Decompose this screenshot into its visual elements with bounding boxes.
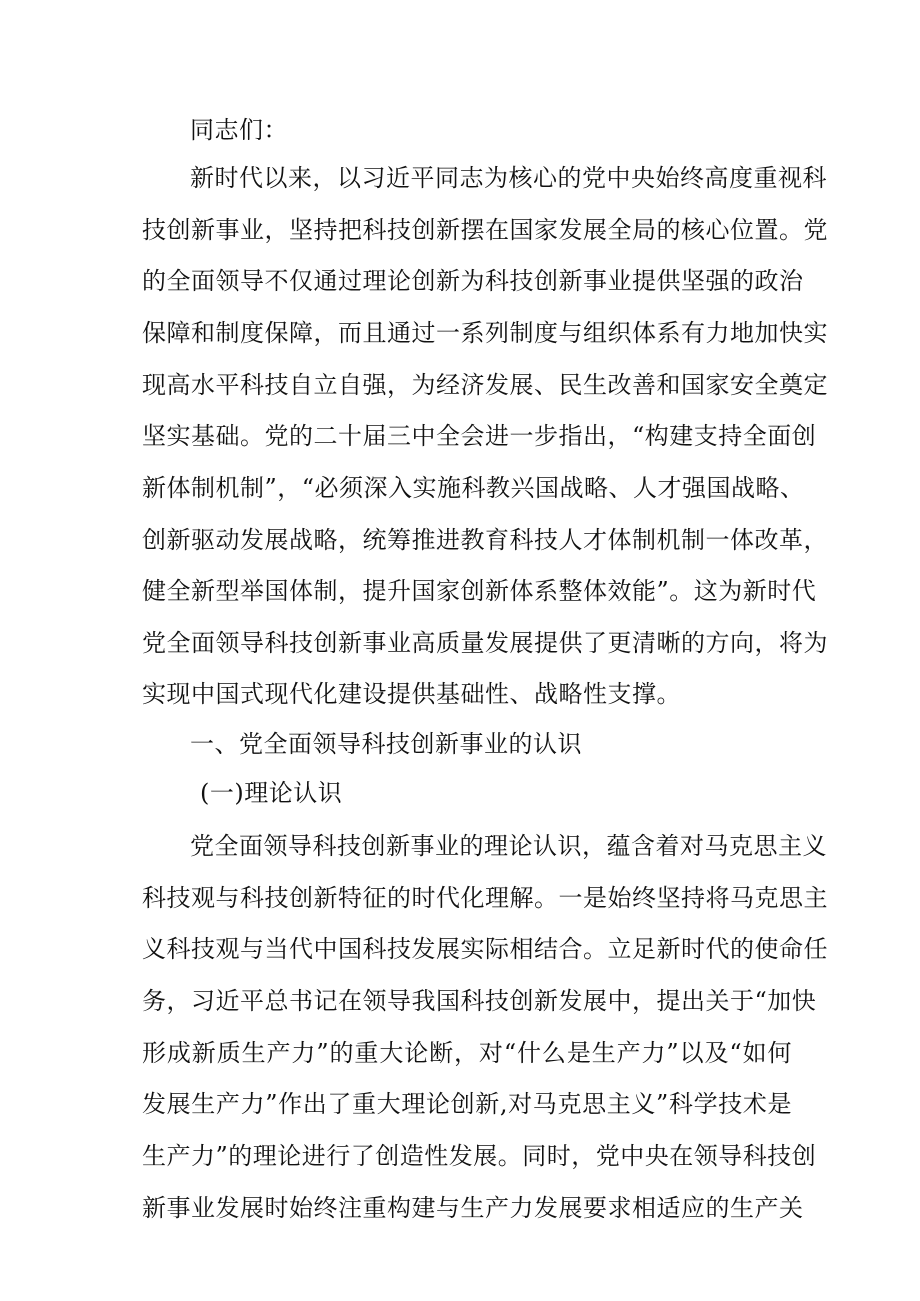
intro-line-1: 新时代以来，以习近平同志为核心的党中央始终高度重视科: [190, 164, 827, 192]
body-line-5: 形成新质生产力”的重大论断，对“什么是生产力”以及“如何: [142, 1039, 792, 1067]
subsection-heading: (一)理论认识: [200, 779, 343, 807]
section-heading: 一、党全面领导科技创新事业的认识: [190, 730, 582, 758]
intro-line-6: 坚实基础。党的二十届三中全会进一步指出，“构建支持全面创: [142, 422, 817, 450]
intro-line-3: 的全面领导不仅通过理论创新为科技创新事业提供坚强的政治: [142, 267, 804, 295]
body-line-8: 新事业发展时始终注重构建与生产力发展要求相适应的生产关: [142, 1194, 804, 1222]
body-line-3: 义科技观与当代中国科技发展实际相结合。立足新时代的使命任: [142, 935, 828, 963]
intro-line-7: 新体制机制”，“必须深入实施科教兴国战略、人才强国战略、: [142, 474, 805, 502]
intro-line-10: 党全面领导科技创新事业高质量发展提供了更清晰的方向，将为: [142, 629, 828, 657]
intro-line-4: 保障和制度保障，而且通过一系列制度与组织体系有力地加快实: [142, 319, 828, 347]
body-line-2: 科技观与科技创新特征的时代化理解。一是始终坚持将马克思主: [142, 884, 828, 912]
body-line-7: 生产力”的理论进行了创造性发展。同时，党中央在领导科技创: [142, 1142, 817, 1170]
intro-line-5: 现高水平科技自立自强，为经济发展、民生改善和国家安全奠定: [142, 371, 828, 399]
body-line-6: 发展生产力”作出了重大理论创新,对马克思主义”科学技术是: [142, 1090, 792, 1118]
intro-line-9: 健全新型举国体制，提升国家创新体系整体效能”。这为新时代: [142, 577, 817, 605]
body-line-4: 务，习近平总书记在领导我国科技创新发展中，提出关于“加快: [142, 987, 817, 1015]
salutation: 同志们：: [190, 116, 288, 144]
intro-line-2: 技创新事业，坚持把科技创新摆在国家发展全局的核心位置。党: [142, 216, 828, 244]
body-line-1: 党全面领导科技创新事业的理论认识，蕴含着对马克思主义: [190, 832, 827, 860]
intro-line-8: 创新驱动发展战略，统筹推进教育科技人才体制机制一体改革，: [142, 526, 828, 554]
intro-line-11: 实现中国式现代化建设提供基础性、战略性支撑。: [142, 680, 681, 708]
